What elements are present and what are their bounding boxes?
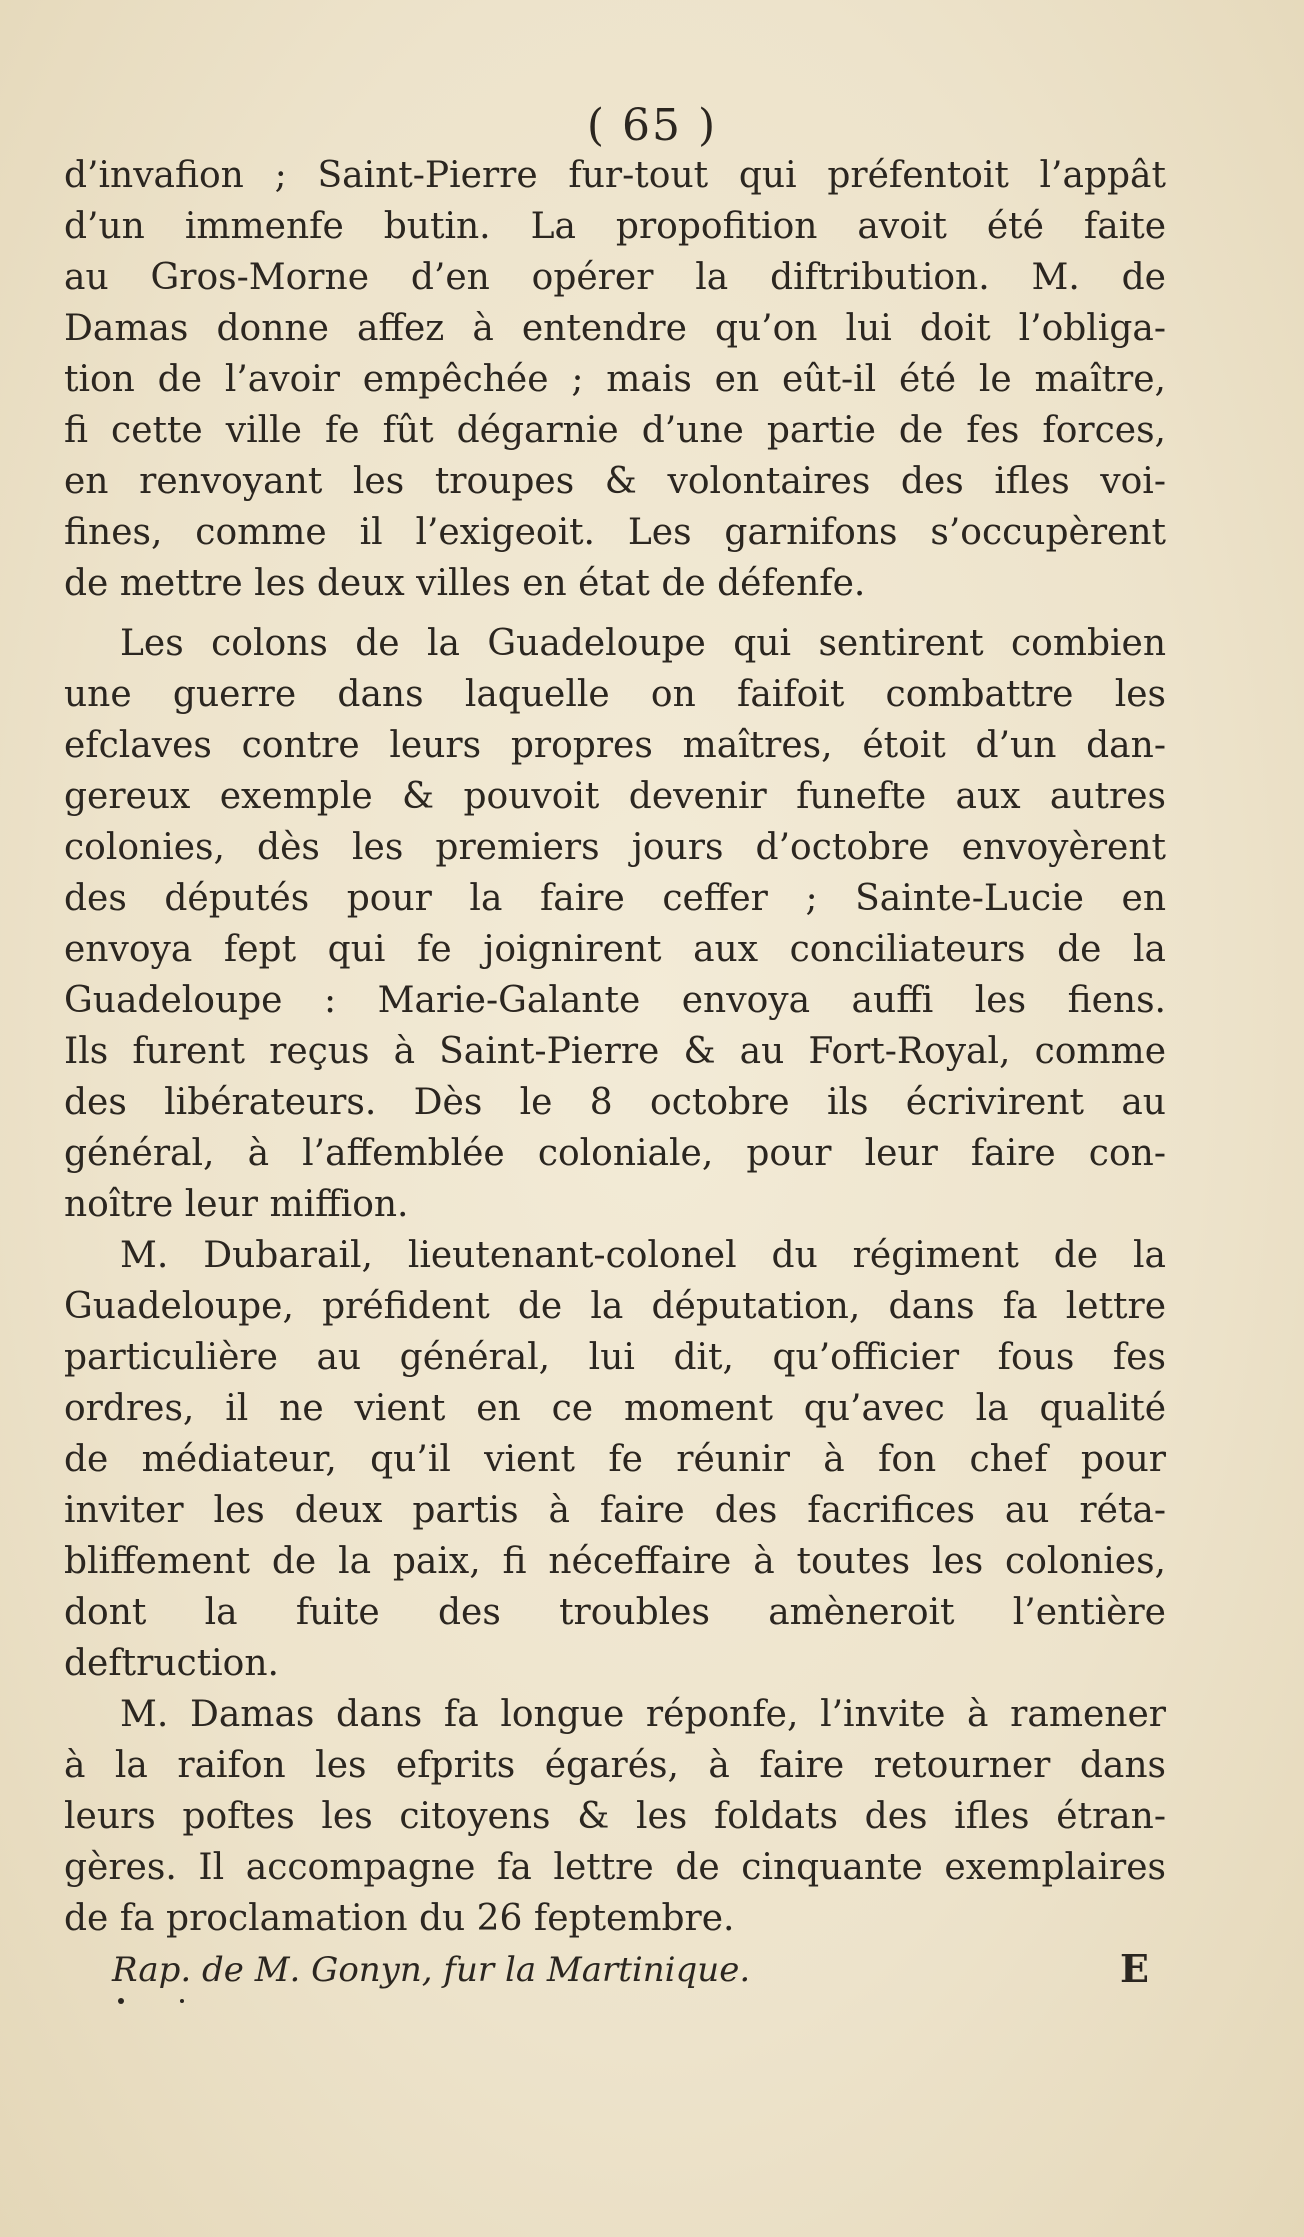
text-line: de médiateur, qu’il vient fe réunir à fon chef pour [64,1439,1166,1480]
ink-speck [180,1999,184,2003]
source-footnote: Rap. de M. Gonyn, fur la Martinique. [112,1950,751,1990]
text-line: des députés pour la faire ceffer ; Sainte-Lucie en [64,878,1166,919]
text-line: Guadeloupe, préfident de la députation, dans fa lettre [64,1286,1166,1327]
text-line: fines, comme il l’exigeoit. Les garnifons s’occupèrent [64,512,1166,553]
text-line: Damas donne affez à entendre qu’on lui doit l’obliga- [64,308,1166,349]
text-line: en renvoyant les troupes & volontaires des ifles voi- [64,461,1166,502]
text-line: dont la fuite des troubles amèneroit l’entière [64,1592,1166,1633]
text-line: Guadeloupe : Marie-Galante envoya auffi les fiens. [64,980,1166,1021]
text-line: général, à l’affemblée coloniale, pour leur faire con- [64,1133,1166,1174]
text-line: particulière au général, lui dit, qu’officier fous fes [64,1337,1166,1378]
text-line: envoya fept qui fe joignirent aux conciliateurs de la [64,929,1166,970]
page-number: ( 65 ) [586,100,718,151]
text-line: fi cette ville fe fût dégarnie d’une partie de fes forces, [64,410,1166,451]
text-line: bliffement de la paix, fi néceffaire à toutes les colonies, [64,1541,1166,1582]
paragraph-start-line: M. Damas dans fa longue réponfe, l’invite à ramener [120,1694,1166,1735]
text-line: au Gros-Morne d’en opérer la diftribution. M. de [64,257,1166,298]
text-line: d’invafion ; Saint-Pierre fur-tout qui préfentoit l’appât [64,155,1166,196]
text-line: une guerre dans laquelle on faifoit combattre les [64,674,1166,715]
text-line: noître leur miffion. [64,1184,409,1225]
text-line: gereux exemple & pouvoit devenir funefte aux autres [64,776,1166,817]
text-line: gères. Il accompagne fa lettre de cinquante exemplaires [64,1847,1166,1888]
text-line: Ils furent reçus à Saint-Pierre & au Fort-Royal, comme [64,1031,1166,1072]
text-line: efclaves contre leurs propres maîtres, étoit d’un dan- [64,725,1166,766]
paragraph-start-line: Les colons de la Guadeloupe qui sentirent combien [120,623,1166,664]
text-line: tion de l’avoir empêchée ; mais en eût-il été le maître, [64,359,1166,400]
text-line: des libérateurs. Dès le 8 octobre ils écrivirent au [64,1082,1166,1123]
text-line: ordres, il ne vient en ce moment qu’avec la qualité [64,1388,1166,1429]
paragraph-start-line: M. Dubarail, lieutenant-colonel du régiment de la [120,1235,1166,1276]
text-line: deftruction. [64,1643,279,1684]
text-line: inviter les deux partis à faire des facrifices au réta- [64,1490,1166,1531]
signature-mark: E [1120,1946,1149,1991]
text-line: de fa proclamation du 26 feptembre. [64,1898,735,1939]
text-line: d’un immenfe butin. La propofition avoit été faite [64,206,1166,247]
text-line: à la raifon les efprits égarés, à faire retourner dans [64,1745,1166,1786]
ink-speck [118,1998,124,2004]
text-line: colonies, dès les premiers jours d’octobre envoyèrent [64,827,1166,868]
text-line: leurs poftes les citoyens & les foldats des ifles étran- [64,1796,1166,1837]
text-line: de mettre les deux villes en état de défenfe. [64,563,866,604]
